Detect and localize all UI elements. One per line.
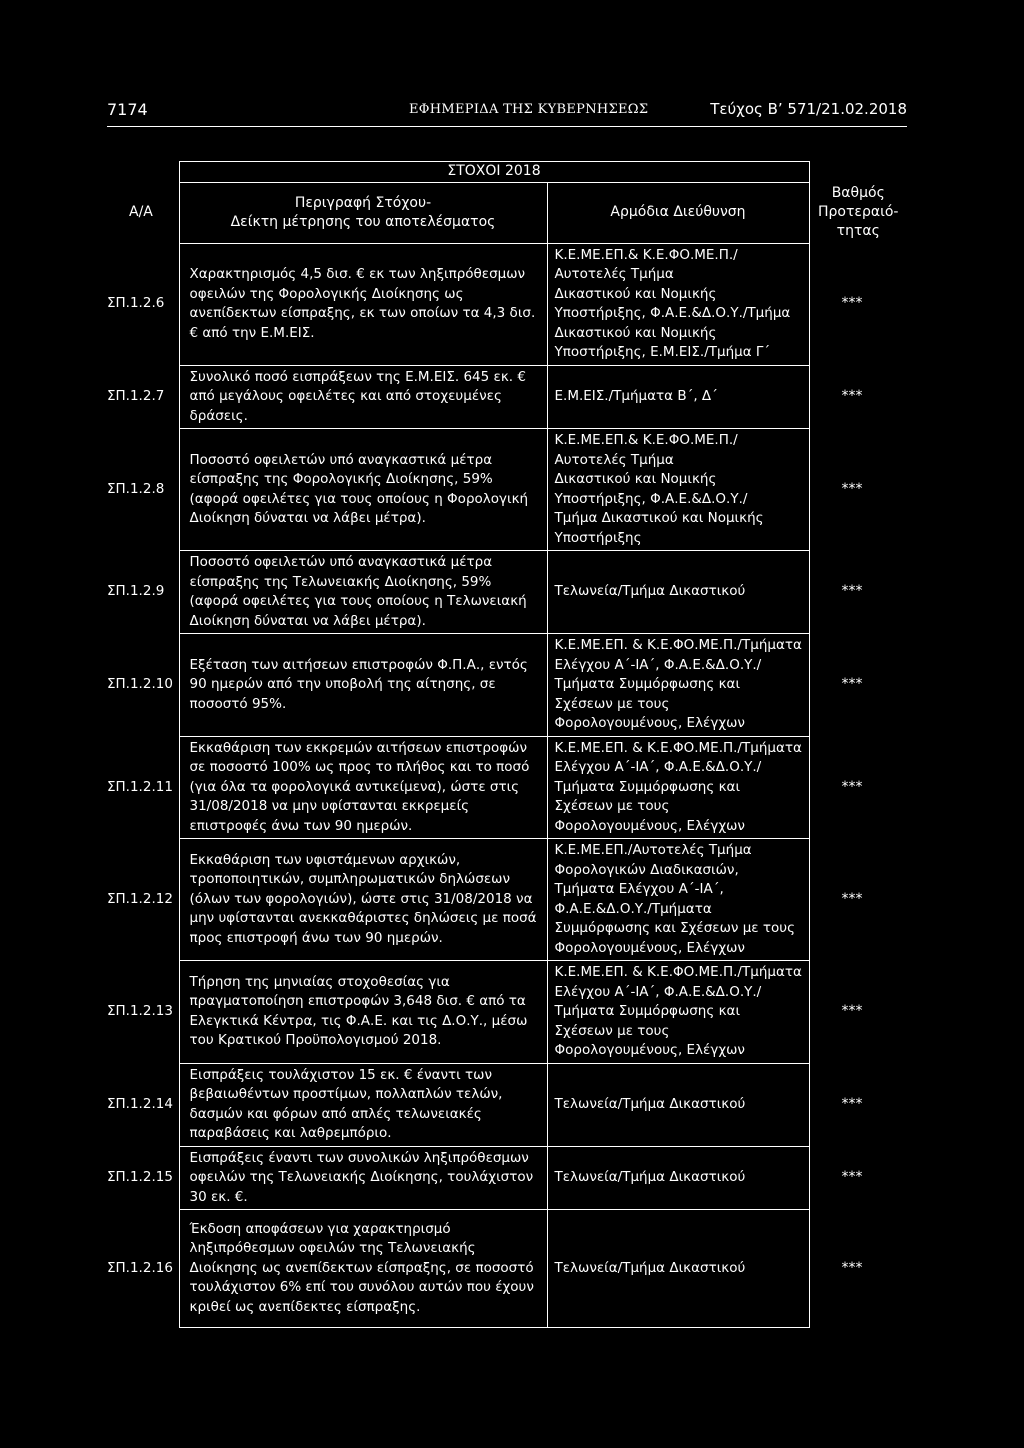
column-header-directorate: Αρμόδια Διεύθυνση <box>547 182 809 243</box>
goal-description: Έκδοση αποφάσεων για χαρακτηρισμό ληξιπρόθεσμων οφειλών της Τελωνειακής Διοίκησης ως ανεπίδεκτων είσπραξης, σε ποσοστό τουλάχιστον 6% επί του συνόλου αυτών που έχουν κριθεί ως ανεπίδεκτες είσπραξης. <box>179 1210 547 1328</box>
column-header-description <box>179 182 547 243</box>
column-header-priority-text: Βαθμός Προτεραιό- τητας <box>818 185 899 239</box>
goal-description: Εξέταση των αιτήσεων επιστροφών Φ.Π.Α., εντός 90 ημερών από την υποβολή της αίτησης, σε ποσοστό 95%. <box>179 634 547 737</box>
goal-description: Εκκαθάριση των υφιστάμενων αρχικών, τροποποιητικών, συμπληρωματικών δηλώσεων (όλων των φορολογιών), ώστε στις 31/08/2018 να μην υφίστανται ανεκκαθάριστες δηλώσεις με ποσά προς επιστροφή άνω των 90 ημερών. <box>179 839 547 961</box>
table-row <box>107 839 907 961</box>
table-row <box>107 551 907 634</box>
goal-code: ΣΠ.1.2.12 <box>107 890 173 907</box>
goal-code: ΣΠ.1.2.13 <box>107 1003 173 1019</box>
column-header-row <box>107 182 907 243</box>
page-header <box>107 100 907 127</box>
goal-directorate: Κ.Ε.ΜΕ.ΕΠ. & Κ.Ε.ΦΟ.ΜΕ.Π./Τμήματα Ελέγχου Α΄-ΙΑ΄, Φ.Α.Ε.&Δ.Ο.Υ./ Τμήματα Συμμόρφωσης και Σχέσεων με τους Φορολογουμένους, Ελέγχων <box>547 961 809 1064</box>
goal-priority: *** <box>841 1095 863 1112</box>
goal-description: Συνολικό ποσό εισπράξεων της Ε.Μ.ΕΙΣ. 645 εκ. € από μεγάλους οφειλέτες και από στοχευμένες δράσεις. <box>179 365 547 429</box>
table-row <box>107 634 907 737</box>
column-header-aa: Α/Α <box>129 204 153 220</box>
goal-code: ΣΠ.1.2.8 <box>107 480 165 497</box>
goal-code: ΣΠ.1.2.7 <box>107 388 165 404</box>
goal-code: ΣΠ.1.2.6 <box>107 295 165 312</box>
goal-directorate: Κ.Ε.ΜΕ.ΕΠ./Αυτοτελές Τμήμα Φορολογικών Διαδικασιών, Τμήματα Ελέγχου Α΄-ΙΑ΄, Φ.Α.Ε.&Δ.Ο.Υ./Τμήματα Συμμόρφωσης και Σχέσεων με τους Φορολογουμένους, Ελέγχων <box>547 839 809 961</box>
goal-directorate: Τελωνεία/Τμήμα Δικαστικού <box>547 1146 809 1210</box>
goal-priority: *** <box>841 778 863 795</box>
goal-code: ΣΠ.1.2.14 <box>107 1095 173 1112</box>
goal-description: Ποσοστό οφειλετών υπό αναγκαστικά μέτρα είσπραξης της Τελωνειακής Διοίκησης, 59% (αφορά οφειλέτες για τους οποίους η Τελωνειακή Διοίκηση δύναται να λάβει μέτρα). <box>179 551 547 634</box>
goal-directorate: Κ.Ε.ΜΕ.ΕΠ.& Κ.Ε.ΦΟ.ΜΕ.Π./ Αυτοτελές Τμήμα Δικαστικού και Νομικής Υποστήριξης, Φ.Α.Ε.&Δ.Ο.Υ./ Τμήμα Δικαστικού και Νομικής Υποστήριξης <box>547 429 809 551</box>
goal-description: Εκκαθάριση των εκκρεμών αιτήσεων επιστροφών σε ποσοστό 100% ως προς το πλήθος και το ποσό (για όλα τα φορολογικά αντικείμενα), ώστε στις 31/08/2018 να μην υφίστανται εκκρεμείς επιστροφές άνω των 90 ημερών. <box>179 736 547 839</box>
goal-code: ΣΠ.1.2.9 <box>107 583 165 600</box>
table-row <box>107 365 907 429</box>
goal-description: Τήρηση της μηνιαίας στοχοθεσίας για πραγματοποίηση επιστροφών 3,648 δισ. € από τα Ελεγκτικά Κέντρα, τις Φ.Α.Ε. και τις Δ.Ο.Υ., μέσω του Κρατικού Προϋπολογισμού 2018. <box>179 961 547 1064</box>
goal-description: Ποσοστό οφειλετών υπό αναγκαστικά μέτρα είσπραξης της Φορολογικής Διοίκησης, 59% (αφορά οφειλέτες για τους οποίους η Φορολογική Διοίκηση δύναται να λάβει μέτρα). <box>179 429 547 551</box>
goal-directorate: Κ.Ε.ΜΕ.ΕΠ. & Κ.Ε.ΦΟ.ΜΕ.Π./Τμήματα Ελέγχου Α΄-ΙΑ΄, Φ.Α.Ε.&Δ.Ο.Υ./ Τμήματα Συμμόρφωσης και Σχέσεων με τους Φορολογουμένους, Ελέγχων <box>547 736 809 839</box>
goal-directorate: Τελωνεία/Τμήμα Δικαστικού <box>547 551 809 634</box>
table-row <box>107 1063 907 1146</box>
table-row <box>107 243 907 365</box>
super-header-row <box>107 162 907 183</box>
issue-info: Τεύχος Β’ 571/21.02.2018 <box>710 100 907 118</box>
goal-description: Εισπράξεις τουλάχιστον 15 εκ. € έναντι των βεβαιωθέντων προστίμων, πολλαπλών τελών, δασμών και φόρων από απλές τελωνειακές παραβάσεις και λαθρεμπόριο. <box>179 1063 547 1146</box>
goal-directorate: Ε.Μ.ΕΙΣ./Τμήματα Β΄, Δ΄ <box>547 365 809 429</box>
table-row <box>107 1210 907 1328</box>
table-row <box>107 429 907 551</box>
goal-description: Εισπράξεις έναντι των συνολικών ληξιπρόθεσμων οφειλών της Τελωνειακής Διοίκησης, τουλάχιστον 30 εκ. €. <box>179 1146 547 1210</box>
goal-priority: *** <box>841 1169 863 1185</box>
goal-code: ΣΠ.1.2.15 <box>107 1169 173 1185</box>
goal-directorate: Κ.Ε.ΜΕ.ΕΠ.& Κ.Ε.ΦΟ.ΜΕ.Π./ Αυτοτελές Τμήμα Δικαστικού και Νομικής Υποστήριξης, Φ.Α.Ε.&Δ.Ο.Υ./Τμήμα Δικαστικού και Νομικής Υποστήριξης, Ε.Μ.ΕΙΣ./Τμήμα Γ΄ <box>547 243 809 365</box>
goal-directorate: Τελωνεία/Τμήμα Δικαστικού <box>547 1210 809 1328</box>
goals-table <box>107 161 907 1328</box>
goal-priority: *** <box>841 480 863 497</box>
column-header-description-text: Περιγραφή Στόχου- Δείκτη μέτρησης του αποτελέσματος <box>230 194 496 230</box>
goal-priority: *** <box>841 1003 863 1019</box>
goal-directorate: Τελωνεία/Τμήμα Δικαστικού <box>547 1063 809 1146</box>
super-header: ΣΤΟΧΟΙ 2018 <box>179 162 809 183</box>
goal-code: ΣΠ.1.2.16 <box>107 1259 173 1276</box>
goal-priority: *** <box>841 583 863 600</box>
page-number: 7174 <box>107 100 148 119</box>
table-row <box>107 961 907 1064</box>
table-row <box>107 736 907 839</box>
goal-priority: *** <box>841 1259 863 1276</box>
table-row <box>107 1146 907 1210</box>
goal-priority: *** <box>841 388 863 404</box>
goal-code: ΣΠ.1.2.11 <box>107 778 173 795</box>
goal-directorate: Κ.Ε.ΜΕ.ΕΠ. & Κ.Ε.ΦΟ.ΜΕ.Π./Τμήματα Ελέγχου Α΄-ΙΑ΄, Φ.Α.Ε.&Δ.Ο.Υ./ Τμήματα Συμμόρφωσης και Σχέσεων με τους Φορολογουμένους, Ελέγχων <box>547 634 809 737</box>
goal-priority: *** <box>841 890 863 907</box>
goal-description: Χαρακτηρισμός 4,5 δισ. € εκ των ληξιπρόθεσμων οφειλών της Φορολογικής Διοίκησης ως ανεπίδεκτων είσπραξης, εκ των οποίων τα 4,3 δισ. € από την Ε.Μ.ΕΙΣ. <box>179 243 547 365</box>
goal-priority: *** <box>841 295 863 312</box>
goal-code: ΣΠ.1.2.10 <box>107 676 173 692</box>
column-header-priority <box>809 182 907 243</box>
goal-priority: *** <box>841 676 863 692</box>
gazette-title: ΕΦΗΜΕΡΙΔΑ ΤΗΣ ΚΥΒΕΡΝΗΣΕΩΣ <box>409 102 649 117</box>
